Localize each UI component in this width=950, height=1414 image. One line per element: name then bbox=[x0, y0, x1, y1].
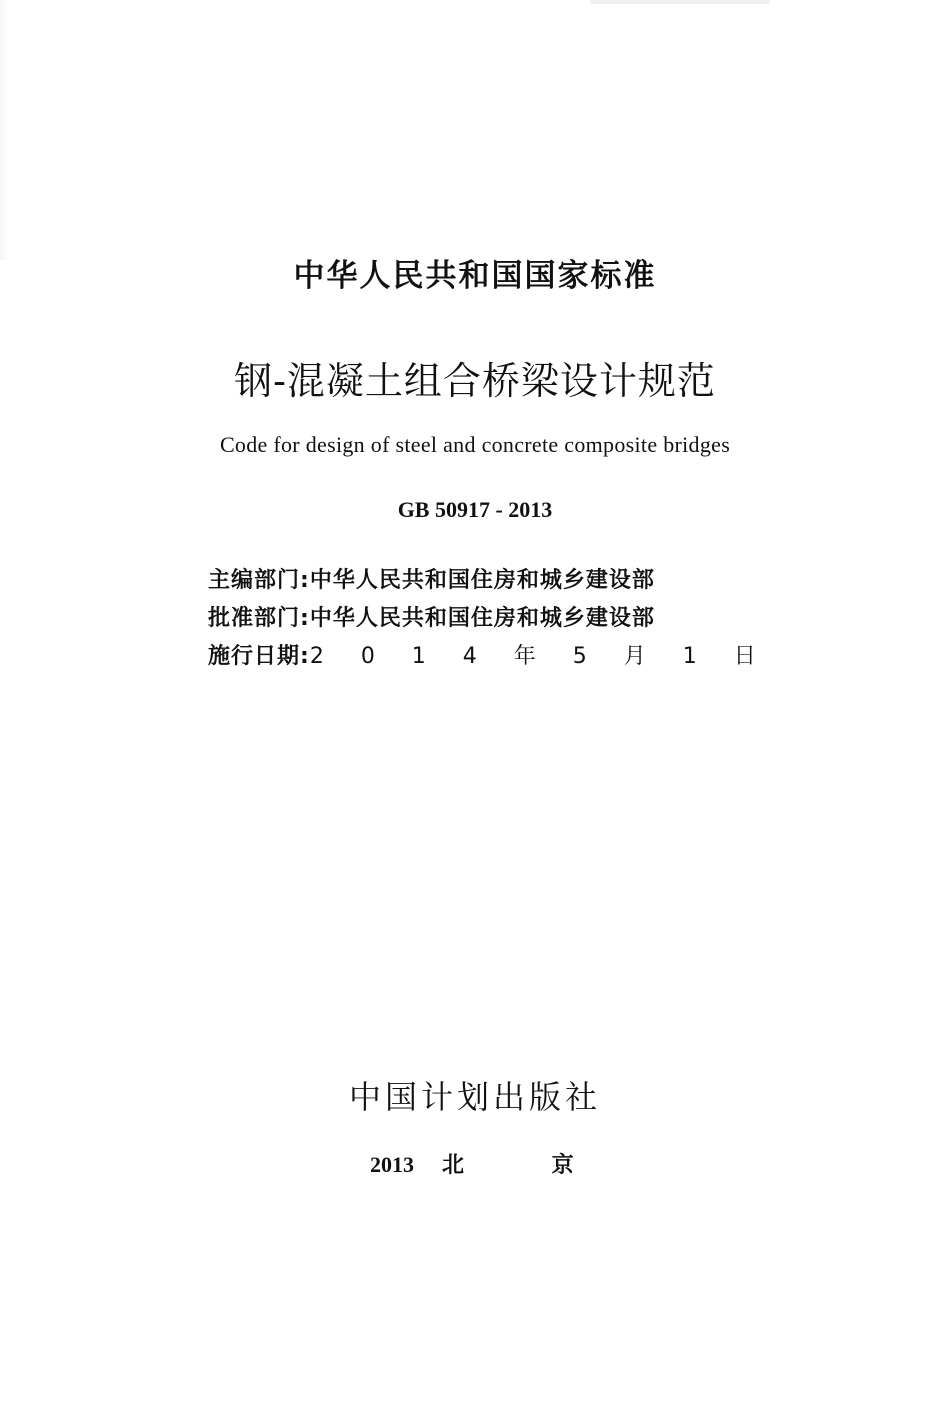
effective-date-value: 2 0 1 4 年 5 月 1 日 bbox=[309, 644, 766, 669]
publication-city: 北 京 bbox=[442, 1153, 614, 1178]
info-label: 主编部门 bbox=[208, 568, 301, 593]
info-colon: : bbox=[300, 568, 310, 593]
document-title-chinese: 钢-混凝土组合桥梁设计规范 bbox=[234, 359, 716, 403]
info-colon: : bbox=[300, 644, 310, 669]
info-row-chief-editor bbox=[208, 562, 748, 600]
publication-place-year bbox=[370, 1148, 614, 1179]
info-label: 施行日期 bbox=[208, 644, 301, 669]
publication-year: 2013 bbox=[370, 1152, 414, 1177]
info-row-effective-date bbox=[208, 638, 766, 676]
publisher-name: 中国计划出版社 bbox=[348, 1078, 601, 1116]
publication-info bbox=[208, 562, 766, 676]
scan-shadow-left bbox=[0, 0, 10, 260]
national-standard-heading: 中华人民共和国国家标准 bbox=[293, 258, 657, 294]
info-colon: : bbox=[300, 606, 310, 631]
info-value: 中华人民共和国住房和城乡建设部 bbox=[309, 568, 655, 593]
scan-mark-top bbox=[590, 0, 770, 4]
document-title-english: Code for design of steel and concrete composite bridges bbox=[219, 432, 731, 457]
info-value: 中华人民共和国住房和城乡建设部 bbox=[309, 606, 655, 631]
standard-number: GB 50917 - 2013 bbox=[397, 497, 553, 522]
info-label: 批准部门 bbox=[208, 606, 301, 631]
info-row-approving-dept bbox=[208, 600, 748, 638]
